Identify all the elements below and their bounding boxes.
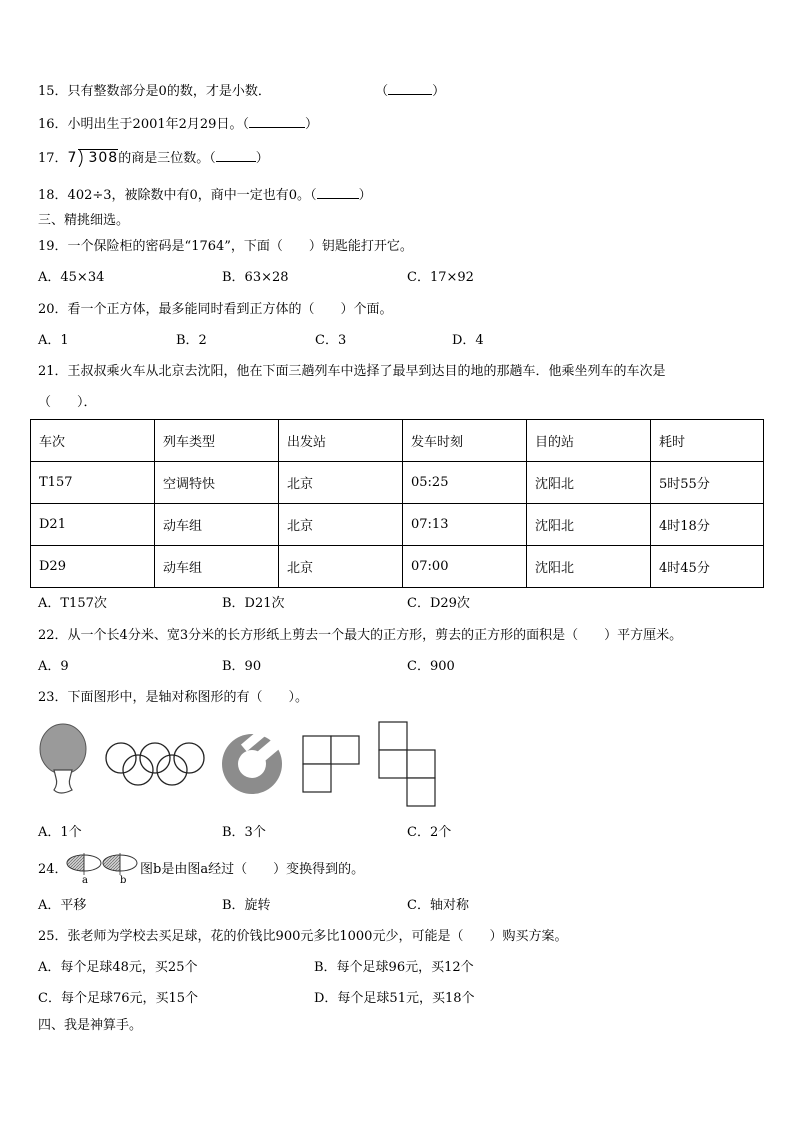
option-a[interactable]: A．1	[38, 333, 69, 348]
paren-close: ）	[432, 84, 446, 99]
option-d[interactable]: D．每个足球51元，买18个	[314, 991, 475, 1006]
option-c[interactable]: C．每个足球76元，买15个	[38, 991, 199, 1006]
option-b[interactable]: B．3个	[222, 825, 266, 840]
table-row	[31, 546, 764, 588]
table-cell: 沈阳北	[527, 546, 651, 588]
option-b[interactable]: B．每个足球96元，买12个	[314, 960, 474, 975]
option-b[interactable]: B．90	[222, 659, 262, 674]
paren-close: ）	[358, 188, 372, 203]
question-23-text: 23．下面图形中，是轴对称图形的有（ ）。	[38, 690, 309, 705]
figure-b-label: b	[120, 875, 127, 886]
table-cell: 动车组	[155, 504, 279, 546]
header-cell: 目的站	[527, 420, 651, 462]
header-cell: 出发站	[279, 420, 403, 462]
question-17-text: 的商是三位数。	[118, 151, 210, 166]
question-20-text: 20．看一个正方体，最多能同时看到正方体的（ ）个面。	[38, 302, 393, 317]
question-17	[38, 149, 269, 168]
option-c[interactable]: C．D29次	[407, 596, 470, 611]
table-cell: 沈阳北	[527, 462, 651, 504]
question-24-text: 图b是由图a经过（ ）变换得到的。	[140, 862, 365, 877]
ping-pong-paddle-icon	[36, 722, 92, 798]
answer-blank[interactable]	[216, 149, 256, 162]
option-b[interactable]: B．D21次	[222, 596, 285, 611]
header-cell: 发车时刻	[403, 420, 527, 462]
option-a[interactable]: A．T157次	[38, 596, 107, 611]
section-heading-3: 三、精挑细选。	[38, 213, 130, 228]
question-25-text: 25．张老师为学校去买足球，花的价钱比900元多比1000元少，可能是（ ）购买方案。	[38, 929, 568, 944]
question-21-text-2: （ ）．	[38, 395, 97, 410]
section-heading-4: 四、我是神算手。	[38, 1018, 143, 1033]
option-c[interactable]: C．轴对称	[407, 898, 469, 913]
question-16-text: 16．小明出生于2001年2月29日。	[38, 117, 243, 132]
option-a[interactable]: A．45×34	[38, 270, 105, 285]
option-d[interactable]: D．4	[452, 333, 484, 348]
l-shape-squares-icon	[302, 735, 362, 793]
question-17-number: 17．	[38, 151, 68, 166]
table-cell: 北京	[279, 504, 403, 546]
table-cell: 5时55分	[651, 462, 764, 504]
division-bracket-icon	[78, 149, 88, 167]
table-cell: 沈阳北	[527, 504, 651, 546]
paren-open: （	[375, 84, 389, 99]
figure-a-label: a	[82, 875, 88, 886]
question-24-number: 24．	[38, 862, 68, 877]
table-cell: 北京	[279, 462, 403, 504]
olympic-rings-icon	[103, 740, 209, 788]
option-a[interactable]: A．平移	[38, 898, 87, 913]
question-18	[38, 186, 372, 205]
question-18-text: 18．402÷3，被除数中有0，商中一定也有0。	[38, 188, 311, 203]
option-c[interactable]: C．17×92	[407, 270, 474, 285]
dividend: 308	[88, 150, 119, 166]
table-cell: D29	[31, 546, 155, 588]
z-shape-squares-icon	[378, 721, 438, 807]
paren-open: （	[310, 188, 317, 203]
bank-logo-icon	[220, 732, 284, 796]
option-a[interactable]: A．1个	[38, 825, 82, 840]
header-cell: 车次	[31, 420, 155, 462]
table-cell: 07:13	[403, 504, 527, 546]
question-16	[38, 115, 318, 134]
header-cell: 列车类型	[155, 420, 279, 462]
question-21-text: 21．王叔叔乘火车从北京去沈阳，他在下面三趟列车中选择了最早到达目的地的那趟车．他乘坐列车的车次是	[38, 364, 666, 379]
option-b[interactable]: B．旋转	[222, 898, 271, 913]
option-b[interactable]: B．63×28	[222, 270, 289, 285]
option-a[interactable]: A．每个足球48元，买25个	[38, 960, 198, 975]
table-row	[31, 462, 764, 504]
paren-open: （	[209, 151, 216, 166]
table-cell: D21	[31, 504, 155, 546]
option-b[interactable]: B．2	[176, 333, 207, 348]
option-c[interactable]: C．2个	[407, 825, 452, 840]
table-cell: T157	[31, 462, 155, 504]
option-c[interactable]: C．3	[315, 333, 347, 348]
long-division-symbol	[78, 149, 118, 166]
answer-blank[interactable]	[317, 186, 359, 199]
table-cell: 动车组	[155, 546, 279, 588]
table-cell: 4时45分	[651, 546, 764, 588]
table-cell: 4时18分	[651, 504, 764, 546]
question-19-text: 19．一个保险柜的密码是“1764”，下面（ ）钥匙能打开它。	[38, 239, 413, 254]
question-15	[38, 82, 445, 101]
paren-close: ）	[304, 117, 318, 132]
option-a[interactable]: A．9	[38, 659, 69, 674]
table-cell: 07:00	[403, 546, 527, 588]
answer-blank[interactable]	[388, 82, 432, 95]
question-22-text: 22．从一个长4分米、宽3分米的长方形纸上剪去一个最大的正方形，剪去的正方形的面积是（ ）平方厘米。	[38, 628, 683, 643]
table-cell: 05:25	[403, 462, 527, 504]
header-cell: 耗时	[651, 420, 764, 462]
train-schedule-table	[30, 419, 764, 588]
answer-blank[interactable]	[249, 115, 305, 128]
table-cell: 北京	[279, 546, 403, 588]
leaf-figures-icon	[64, 853, 140, 887]
question-15-text: 15．只有整数部分是0的数，才是小数．	[38, 84, 271, 99]
table-cell: 空调特快	[155, 462, 279, 504]
divisor: 7	[67, 150, 77, 166]
option-c[interactable]: C．900	[407, 659, 455, 674]
table-row	[31, 504, 764, 546]
paren-open: （	[242, 117, 249, 132]
paren-close: ）	[255, 151, 269, 166]
table-header-row	[31, 420, 764, 462]
